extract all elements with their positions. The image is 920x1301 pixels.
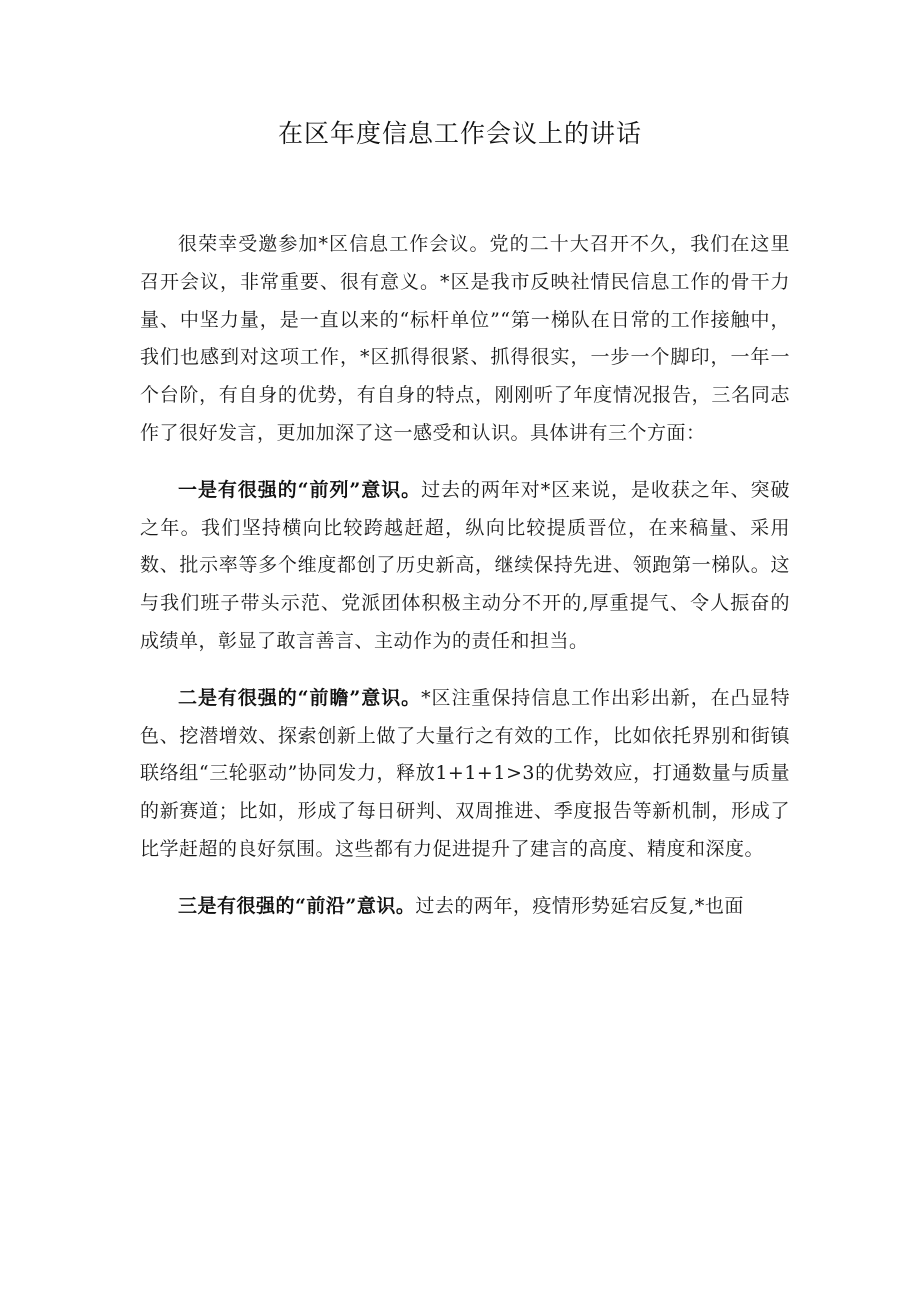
section-text-3: 过去的两年，疫情形势延宕反复,*也面 [415, 894, 744, 917]
intro-paragraph: 很荣幸受邀参加*区信息工作会议。党的二十大召开不久，我们在这里召开会议，非常重要、很有意义。*区是我市反映社情民信息工作的骨干力量、中坚力量，是一直以来的“标杆单位”“第一梯队在日常的工作接触中，我们也感到对这项工作，*区抓得很紧、抓得很实，一步一个脚印，一年一个台阶，有自身的优势，有自身的特点，刚刚听了年度情况报告，三名同志作了很好发言，更加加深了这一感受和认识。具体讲有三个方面： [140, 233, 790, 444]
section-paragraph-3 [140, 888, 790, 926]
document-title: 在区年度信息工作会议上的讲话 [277, 119, 642, 148]
section-paragraph-2 [140, 680, 790, 869]
section-paragraph-1 [140, 472, 790, 661]
document-body [140, 226, 790, 926]
section-heading-1: 一是有很强的“前列”意识。 [178, 478, 422, 501]
section-text-1: 过去的两年对*区来说，是收获之年、突破之年。我们坚持横向比较跨越赶超，纵向比较提质晋位，在来稿量、采用数、批示率等多个维度都创了历史新高，继续保持先进、领跑第一梯队。这与我们班子带头示范、党派团体积极主动分不开的,厚重提气、令人振奋的成绩单，彰显了敢言善言、主动作为的责任和担当。 [140, 478, 790, 652]
section-text-2: *区注重保持信息工作出彩出新，在凸显特色、挖潜增效、探索创新上做了大量行之有效的工作，比如依托界别和街镇联络组“三轮驱动”协同发力，释放1+1+1>3的优势效应，打通数量与质量的新赛道；比如，形成了每日研判、双周推进、季度报告等新机制，形成了比学赶超的良好氛围。这些都有力促进提升了建言的高度、精度和深度。 [140, 686, 790, 860]
section-heading-3: 三是有很强的“前沿”意识。 [178, 894, 416, 917]
section-heading-2: 二是有很强的“前瞻”意识。 [178, 686, 422, 709]
